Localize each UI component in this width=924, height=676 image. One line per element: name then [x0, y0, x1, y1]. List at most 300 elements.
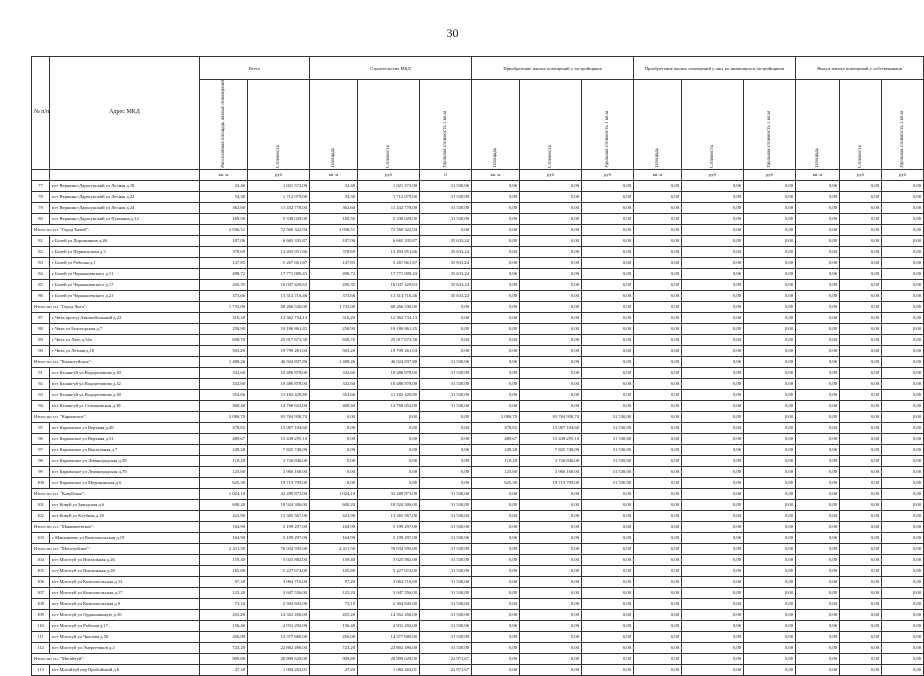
value-cell: 31 530,00 [420, 488, 472, 499]
value-cell: 31 530,00 [420, 587, 472, 598]
value-cell: 0,00 [882, 554, 924, 565]
value-cell: 0,00 [682, 301, 744, 312]
value-cell: 169,50 [200, 213, 248, 224]
value-cell: 73,10 [310, 598, 358, 609]
value-cell: 0,00 [882, 312, 924, 323]
value-cell: 0,00 [472, 587, 520, 598]
value-cell: 0,00 [472, 246, 520, 257]
value-cell: 187,06 [200, 235, 248, 246]
value-cell: 0,00 [634, 620, 682, 631]
value-cell: 0,00 [796, 488, 840, 499]
value-cell: 0,00 [634, 466, 682, 477]
value-cell: 0,00 [520, 345, 582, 356]
value-cell: 0,00 [582, 312, 634, 323]
table-row [32, 378, 924, 389]
value-cell: 31 530,00 [420, 356, 472, 367]
value-cell: 3 960 168,00 [520, 466, 582, 477]
value-cell: 31 530,00 [420, 642, 472, 653]
col-subheader [420, 80, 472, 170]
value-cell: 0,00 [682, 609, 744, 620]
value-cell: 35 633,24 [420, 290, 472, 301]
value-cell: 1 024,10 [310, 488, 358, 499]
value-cell: 31 530,00 [582, 477, 634, 488]
value-cell: 0,00 [796, 257, 840, 268]
value-cell: 0,00 [582, 521, 634, 532]
value-cell: 0,00 [472, 367, 520, 378]
value-cell: 0,00 [582, 334, 634, 345]
unit-cell: руб [882, 169, 924, 180]
value-cell: 0,00 [634, 257, 682, 268]
value-cell: 2 304 843,00 [248, 598, 310, 609]
value-cell: 125,20 [310, 587, 358, 598]
value-cell: 0,00 [472, 345, 520, 356]
value-cell: 0,00 [682, 510, 744, 521]
value-cell: 0,00 [840, 367, 882, 378]
unit-cell: руб [682, 169, 744, 180]
row-address: г Балей ул Первопутная д.3 [50, 246, 200, 257]
value-cell: 16 047 429,63 [358, 279, 420, 290]
value-cell: 18 924 306,00 [358, 499, 420, 510]
value-cell: 0,00 [358, 433, 420, 444]
value-cell: 0,00 [472, 543, 520, 554]
value-cell: 0,00 [520, 543, 582, 554]
value-cell: 5 227 674,00 [358, 565, 420, 576]
value-cell: 0,00 [840, 433, 882, 444]
value-cell: 0,00 [582, 180, 634, 191]
value-cell: 478,82 [472, 422, 520, 433]
value-cell: 0,00 [840, 411, 882, 422]
col-subheader [472, 80, 520, 170]
value-cell: 31 530,00 [582, 411, 634, 422]
value-cell: 0,00 [796, 389, 840, 400]
value-cell: 332,60 [200, 378, 248, 389]
value-cell: 0,00 [796, 301, 840, 312]
value-cell: 0,00 [744, 576, 796, 587]
value-cell: 0,00 [634, 455, 682, 466]
value-cell: 0,00 [744, 499, 796, 510]
col-subheader [310, 80, 358, 170]
value-cell: 164,90 [310, 521, 358, 532]
value-cell: 31 530,00 [582, 455, 634, 466]
value-cell: 0,00 [358, 455, 420, 466]
value-cell: 0,00 [582, 653, 634, 664]
value-cell: 1 488,26 [200, 356, 248, 367]
value-cell: 147,85 [200, 257, 248, 268]
value-cell: 0,00 [744, 565, 796, 576]
table-row [32, 268, 924, 279]
value-cell: 32 289 873,00 [358, 488, 420, 499]
value-cell: 723,20 [200, 642, 248, 653]
value-cell: 0,00 [634, 631, 682, 642]
value-cell: 2 304 843,00 [358, 598, 420, 609]
value-cell: 0,00 [796, 224, 840, 235]
value-cell: 0,00 [796, 543, 840, 554]
value-cell: 0,00 [882, 268, 924, 279]
row-number: 104 [32, 554, 50, 565]
value-cell: 0,00 [634, 400, 682, 411]
value-cell: 10 486 878,00 [248, 378, 310, 389]
value-cell: 0,00 [744, 224, 796, 235]
value-cell: 249,28 [472, 444, 520, 455]
value-cell: 450,35 [200, 279, 248, 290]
value-cell: 0,00 [882, 202, 924, 213]
value-cell: 13 493 951,66 [358, 246, 420, 257]
value-cell: 0,00 [520, 389, 582, 400]
value-cell: 0,00 [744, 411, 796, 422]
value-cell: 0,00 [634, 664, 682, 675]
value-cell: 159,40 [200, 554, 248, 565]
value-cell: 0,00 [882, 235, 924, 246]
value-cell: 0,00 [744, 378, 796, 389]
value-cell: 0,00 [840, 631, 882, 642]
table-row [32, 499, 924, 510]
value-cell: 0,00 [744, 334, 796, 345]
value-cell: 5 227 674,00 [248, 565, 310, 576]
row-address: пгт Моготуй ул Комсомольская д.13 [50, 576, 200, 587]
row-address: пгт Карымское ул Медицинская д.6 [50, 477, 200, 488]
value-cell: 31 530,00 [420, 598, 472, 609]
value-cell: 0,00 [882, 631, 924, 642]
value-cell: 0,00 [520, 554, 582, 565]
row-address: пгт Вершино-Дарасунский ул Лесная д.22 [50, 191, 200, 202]
value-cell: 332,60 [310, 378, 358, 389]
value-cell: 0,00 [682, 422, 744, 433]
value-cell: 625,30 [472, 477, 520, 488]
value-cell: 0,00 [472, 257, 520, 268]
value-cell: 187,06 [310, 235, 358, 246]
value-cell: 5 199 297,00 [248, 532, 310, 543]
value-cell: 1 024,10 [200, 488, 248, 499]
value-cell: 0,00 [682, 576, 744, 587]
group-header-total: Всего [200, 57, 310, 80]
value-cell: 0,00 [682, 400, 744, 411]
value-cell: 17 771 009,43 [248, 268, 310, 279]
value-cell: 31 530,00 [420, 521, 472, 532]
value-cell: 0,00 [582, 378, 634, 389]
value-cell: 0,00 [796, 290, 840, 301]
value-cell: 32,40 [310, 180, 358, 191]
value-cell: 0,00 [634, 532, 682, 543]
value-cell: 0,00 [840, 488, 882, 499]
value-cell: 0,00 [420, 224, 472, 235]
value-cell: 0,00 [520, 191, 582, 202]
table-row [32, 554, 924, 565]
value-cell: 18 924 306,00 [248, 499, 310, 510]
table-row [32, 510, 924, 521]
value-cell: 31 530,00 [420, 620, 472, 631]
row-address: пгт Моготуй ул Вокзальная д.26 [50, 554, 200, 565]
value-cell: 0,00 [582, 323, 634, 334]
row-address: пгт Могойтуй пер Пробойский д.6 [50, 664, 200, 675]
value-cell: 14 352 456,00 [358, 609, 420, 620]
value-cell: 31 530,00 [420, 609, 472, 620]
value-cell: 0,00 [520, 488, 582, 499]
value-cell: 0,00 [472, 378, 520, 389]
unit-cell: 0 [420, 169, 472, 180]
value-cell: 0,00 [744, 301, 796, 312]
value-cell: 0,00 [582, 642, 634, 653]
value-cell: 14 768 652,00 [358, 400, 420, 411]
value-cell: 19 799 261,04 [248, 345, 310, 356]
row-address: пгт Калангуй ул Стахановская д.38 [50, 400, 200, 411]
value-cell: 0,00 [744, 642, 796, 653]
col-subheader [796, 80, 840, 170]
value-cell: 489,67 [472, 433, 520, 444]
value-cell: 14 377 680,00 [248, 631, 310, 642]
value-cell: 10 186 861,45 [248, 323, 310, 334]
value-cell: 31 530,00 [420, 543, 472, 554]
value-cell: 0,00 [840, 576, 882, 587]
value-cell: 0,00 [472, 323, 520, 334]
value-cell: 0,00 [840, 312, 882, 323]
value-cell: 0,00 [882, 301, 924, 312]
value-cell: 0,00 [420, 312, 472, 323]
value-cell: 0,00 [634, 488, 682, 499]
value-cell: 35 633,24 [420, 257, 472, 268]
row-address: г Балей ул Чернышевского д.17 [50, 279, 200, 290]
value-cell: 0,00 [744, 620, 796, 631]
col-subheader-label: Площадь [492, 148, 498, 168]
row-number: 100 [32, 477, 50, 488]
value-cell: 362,60 [310, 202, 358, 213]
value-cell: 11 182 429,80 [358, 389, 420, 400]
value-cell: 0,00 [744, 521, 796, 532]
value-cell: 0,00 [472, 213, 520, 224]
value-cell: 15 439 295,10 [248, 433, 310, 444]
value-cell: 0,00 [634, 301, 682, 312]
row-number: 97 [32, 444, 50, 455]
value-cell: 12 362 734,13 [358, 312, 420, 323]
col-subheader-label: Стоимость [275, 144, 281, 168]
value-cell: 0,00 [744, 631, 796, 642]
value-cell: 0,00 [634, 554, 682, 565]
group-header-non-developers: Приобретение жилых помещений у лиц, не являющихся застройщиком [634, 57, 796, 80]
value-cell: 0,00 [582, 554, 634, 565]
value-cell: 31 530,00 [420, 191, 472, 202]
value-cell: 0,00 [520, 257, 582, 268]
value-cell: 0,00 [634, 587, 682, 598]
value-cell: 658,70 [200, 334, 248, 345]
value-cell: 1 084 263,01 [358, 664, 420, 675]
value-cell: 31 530,00 [582, 433, 634, 444]
value-cell: 72 560 322,94 [358, 224, 420, 235]
value-cell: 0,00 [682, 642, 744, 653]
value-cell: 10 486 878,00 [358, 367, 420, 378]
value-cell: 31 530,00 [420, 510, 472, 521]
value-cell: 0,00 [796, 499, 840, 510]
value-cell: 0,00 [840, 257, 882, 268]
value-cell: 15 097 194,60 [248, 422, 310, 433]
col-subheader-label: Удельная стоимость 1 кв.м [899, 110, 905, 168]
value-cell: 32,40 [200, 180, 248, 191]
value-cell: 0,00 [582, 488, 634, 499]
page-number: 30 [446, 26, 459, 40]
value-cell: 54,30 [310, 191, 358, 202]
value-cell: 3 960 168,00 [248, 466, 310, 477]
value-cell: 0,00 [796, 356, 840, 367]
row-address: г Балей ул Дорожников д.26 [50, 235, 200, 246]
value-cell: 0,00 [744, 246, 796, 257]
value-cell: 0,00 [520, 180, 582, 191]
row-address: г Балей ул Чернышевского д.11 [50, 268, 200, 279]
row-address: пгт Моготуй ул Рабочая д.17 [50, 620, 200, 631]
value-cell: 0,00 [634, 609, 682, 620]
row-address: пгт Моготуй ул Орджоникидзе д.10 [50, 609, 200, 620]
row-number: 111 [32, 631, 50, 642]
row-number: 85 [32, 279, 50, 290]
value-cell: 0,00 [358, 444, 420, 455]
col-subheader [840, 80, 882, 170]
value-cell: 0,00 [796, 444, 840, 455]
value-cell: 0,00 [744, 466, 796, 477]
subtotal-label: Итого по г.п. "Ковуйское": [32, 488, 200, 499]
value-cell: 0,00 [840, 356, 882, 367]
row-number: 80 [32, 213, 50, 224]
value-cell: 0,00 [634, 213, 682, 224]
table-row [32, 598, 924, 609]
row-address: пгт Вершино-Дарасунский ул Лесная д.18 [50, 180, 200, 191]
value-cell: 4 931 292,00 [358, 620, 420, 631]
value-cell: 0,00 [582, 213, 634, 224]
value-cell: 0,00 [744, 345, 796, 356]
value-cell: 0,00 [472, 565, 520, 576]
value-cell: 10 486 878,00 [358, 378, 420, 389]
value-cell: 0,00 [796, 510, 840, 521]
resettlement-table [31, 56, 924, 676]
value-cell: 0,00 [682, 598, 744, 609]
value-cell: 0,00 [882, 356, 924, 367]
value-cell: 54,30 [200, 191, 248, 202]
unit-cell: кв. м [634, 169, 682, 180]
row-number: 106 [32, 576, 50, 587]
value-cell: 0,00 [520, 378, 582, 389]
value-cell: 909,80 [310, 653, 358, 664]
subtotal-row [32, 356, 924, 367]
value-cell: 0,00 [682, 554, 744, 565]
value-cell: 0,00 [796, 521, 840, 532]
value-cell: 72 560 322,94 [248, 224, 310, 235]
value-cell: 0,00 [472, 642, 520, 653]
value-cell: 31 530,00 [582, 466, 634, 477]
value-cell: 0,00 [882, 466, 924, 477]
value-cell: 0,00 [682, 466, 744, 477]
value-cell: 0,00 [520, 202, 582, 213]
row-address: пгт Карымское ул Вокзальная д.7 [50, 444, 200, 455]
value-cell: 0,00 [796, 411, 840, 422]
value-cell: 0,00 [796, 455, 840, 466]
table-row [32, 213, 924, 224]
value-cell: 0,00 [582, 268, 634, 279]
value-cell: 0,00 [472, 268, 520, 279]
value-cell: 5 025 882,00 [248, 554, 310, 565]
value-cell: 0,00 [310, 433, 358, 444]
table-row [32, 180, 924, 191]
value-cell: 0,00 [796, 191, 840, 202]
value-cell: 0,00 [796, 334, 840, 345]
value-cell: 0,00 [796, 631, 840, 642]
value-cell: 22 802 496,00 [248, 642, 310, 653]
value-cell: 0,00 [520, 609, 582, 620]
value-cell: 1 735,00 [310, 301, 358, 312]
group-header-developers: Приобретение жилых помещений у застройщиков [472, 57, 634, 80]
row-address: пгт Ковуй ул Клубная д.18 [50, 510, 200, 521]
value-cell: 19 715 709,00 [520, 477, 582, 488]
table-row [32, 367, 924, 378]
value-cell: 0,00 [840, 235, 882, 246]
col-subheader-label: Расселяемая площадь жилых помещений [220, 80, 226, 168]
row-address: г Балей ул Чернышевского д.21 [50, 290, 200, 301]
value-cell: 3 947 556,00 [248, 587, 310, 598]
row-address: пгт Моготуй ул Энергетиков д.2 [50, 642, 200, 653]
col-subheader-label: Площадь [330, 148, 336, 168]
value-cell: 0,00 [682, 180, 744, 191]
table-row [32, 609, 924, 620]
value-cell: 0,00 [840, 466, 882, 477]
row-number: 101 [32, 499, 50, 510]
value-cell: 35 633,24 [420, 235, 472, 246]
value-cell: 0,00 [840, 290, 882, 301]
value-cell: 498,72 [310, 268, 358, 279]
value-cell: 0,00 [682, 444, 744, 455]
value-cell: 0,00 [358, 411, 420, 422]
value-cell: 0,00 [682, 367, 744, 378]
value-cell: 0,00 [882, 411, 924, 422]
row-number: 82 [32, 246, 50, 257]
row-address: г Чита ул Белогорская д.7 [50, 323, 200, 334]
value-cell: 0,00 [744, 433, 796, 444]
value-cell: 65 764 958,70 [520, 411, 582, 422]
value-cell: 0,00 [882, 587, 924, 598]
row-number: 77 [32, 180, 50, 191]
value-cell: 258,90 [310, 323, 358, 334]
row-number: 81 [32, 235, 50, 246]
value-cell: 13 493 951,66 [248, 246, 310, 257]
value-cell: 1 021 572,00 [358, 180, 420, 191]
value-cell: 165,80 [200, 565, 248, 576]
value-cell: 0,00 [472, 499, 520, 510]
value-cell: 0,00 [882, 444, 924, 455]
value-cell: 31 530,00 [582, 444, 634, 455]
value-cell: 0,00 [796, 532, 840, 543]
unit-cell: руб [248, 169, 310, 180]
value-cell: 0,00 [882, 389, 924, 400]
value-cell: 0,00 [882, 345, 924, 356]
value-cell: 0,00 [634, 224, 682, 235]
value-cell: 0,00 [520, 642, 582, 653]
value-cell: 0,00 [682, 488, 744, 499]
value-cell: 0,00 [682, 202, 744, 213]
row-number: 110 [32, 620, 50, 631]
value-cell: 0,00 [582, 191, 634, 202]
value-cell: 0,00 [582, 565, 634, 576]
value-cell: 0,00 [472, 389, 520, 400]
value-cell: 0,00 [882, 279, 924, 290]
row-number: 112 [32, 642, 50, 653]
value-cell: 2 086,79 [472, 411, 520, 422]
value-cell: 0,00 [796, 664, 840, 675]
value-cell: 31 530,00 [420, 576, 472, 587]
row-number: 94 [32, 400, 50, 411]
value-cell: 0,00 [840, 598, 882, 609]
unit-cell: кв. м [310, 169, 358, 180]
value-cell: 35 633,24 [420, 246, 472, 257]
value-cell: 0,00 [882, 521, 924, 532]
value-cell: 0,00 [796, 323, 840, 334]
value-cell: 3 947 556,00 [358, 587, 420, 598]
value-cell: 0,00 [882, 334, 924, 345]
value-cell: 0,00 [472, 301, 520, 312]
value-cell: 0,00 [796, 422, 840, 433]
